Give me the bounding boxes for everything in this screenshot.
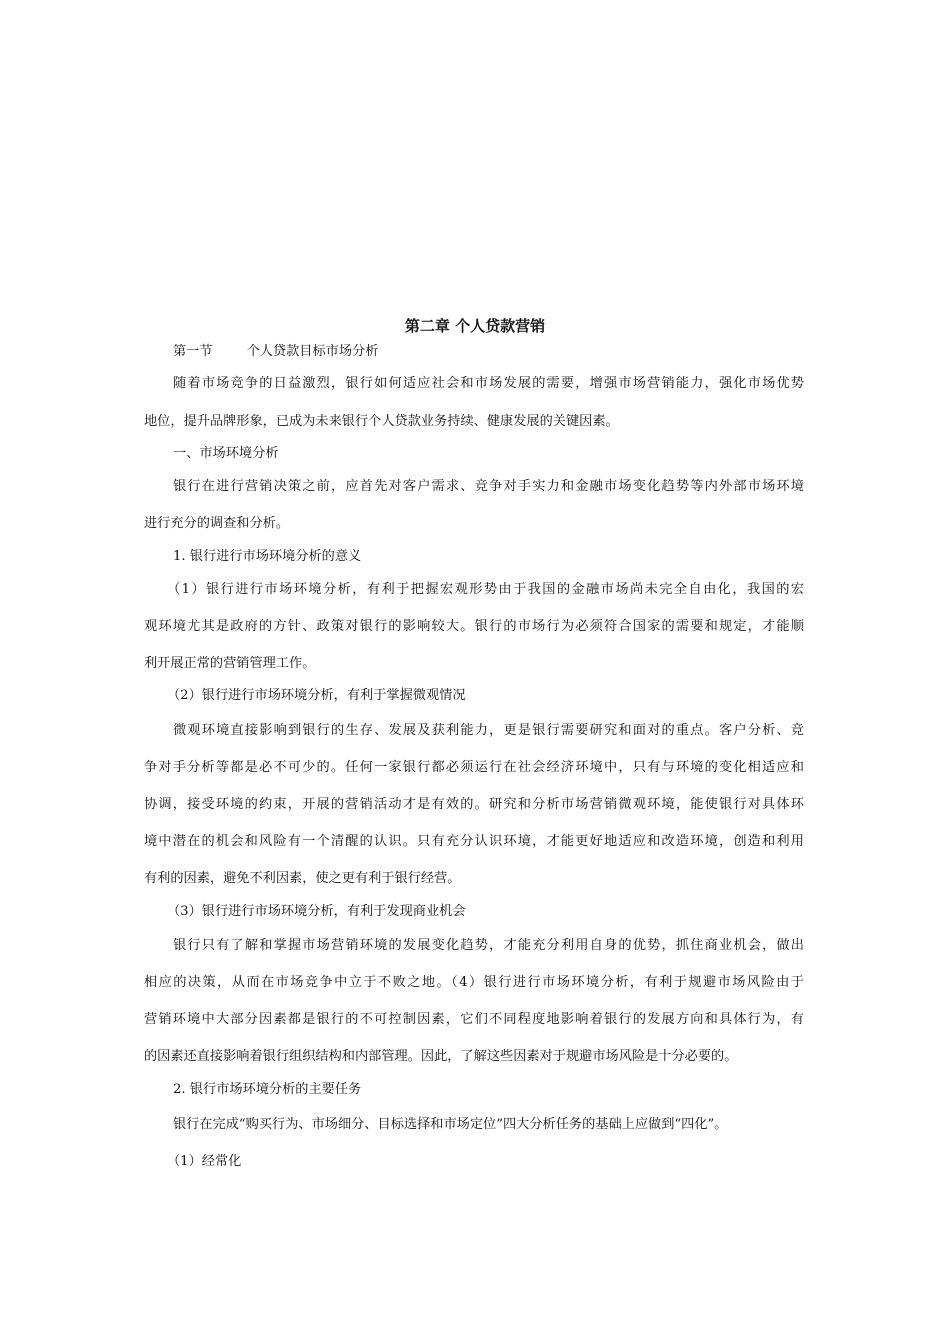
paragraph-line: 利开展正常的营销管理工作。: [144, 656, 316, 671]
subheading: （2）银行进行市场环境分析，有利于掌握微观情况: [167, 688, 466, 703]
paragraph-line: 协调，接受环境的约束，开展的营销活动才是有效的。研究和分析市场营销微观环境，能使银行对具体环: [144, 797, 804, 812]
section-name: 个人贷款目标市场分析: [246, 344, 379, 359]
paragraph-line: （1）银行进行市场环境分析，有利于把握宏观形势由于我国的金融市场尚未完全自由化，我国的宏: [167, 582, 804, 597]
subheading: （3）银行进行市场环境分析，有利于发现商业机会: [167, 904, 466, 919]
paragraph-line: 银行在完成“购买行为、市场细分、目标选择和市场定位”四大分析任务的基础上应做到“四化”。: [173, 1117, 728, 1132]
subheading: 一、市场环境分析: [173, 446, 279, 461]
paragraph-line: 观环境尤其是政府的方针、政策对银行的影响较大。银行的市场行为必须符合国家的需要和规定，才能顺: [144, 619, 804, 634]
chapter-title: 第二章 个人贷款营销: [404, 317, 546, 335]
paragraph-line: 有利的因素，避免不利因素，使之更有利于银行经营。: [144, 871, 461, 886]
subheading: 2. 银行市场环境分析的主要任务: [173, 1082, 362, 1097]
paragraph-line: 争对手分析等都是必不可少的。任何一家银行都必须运行在社会经济环境中，只有与环境的变化相适应和: [144, 760, 804, 775]
section-number: 第一节: [173, 344, 213, 359]
paragraph-line: 进行充分的调查和分析。: [144, 516, 290, 531]
subheading: （1）经常化: [167, 1154, 242, 1169]
subheading: 1. 银行进行市场环境分析的意义: [173, 549, 362, 564]
paragraph-line: 银行在进行营销决策之前，应首先对客户需求、竞争对手实力和金融市场变化趋势等内外部市场环境: [173, 479, 804, 494]
section-heading: [173, 342, 378, 362]
paragraph-line: 的因素还直接影响着银行组织结构和内部管理。因此，了解这些因素对于规避市场风险是十分必要的。: [144, 1049, 738, 1064]
paragraph-line: 地位，提升品牌形象，已成为未来银行个人贷款业务持续、健康发展的关键因素。: [144, 414, 619, 429]
paragraph-line: 营销环境中大部分因素都是银行的不可控制因素，它们不同程度地影响着银行的发展方向和具体行为，有: [144, 1012, 804, 1027]
paragraph-line: 境中潜在的机会和风险有一个清醒的认识。只有充分认识环境，才能更好地适应和改造环境，创造和利用: [144, 834, 804, 849]
paragraph-line: 微观环境直接影响到银行的生存、发展及获利能力，更是银行需要研究和面对的重点。客户分析、竞: [173, 723, 804, 738]
paragraph-line: 银行只有了解和掌握市场营销环境的发展变化趋势，才能充分利用自身的优势，抓住商业机会，做出: [173, 938, 804, 953]
paragraph-line: 相应的决策，从而在市场竞争中立于不败之地。（4）银行进行市场环境分析，有利于规避市场风险由于: [144, 975, 804, 990]
paragraph-line: 随着市场竞争的日益激烈，银行如何适应社会和市场发展的需要，增强市场营销能力，强化市场优势: [173, 376, 804, 391]
